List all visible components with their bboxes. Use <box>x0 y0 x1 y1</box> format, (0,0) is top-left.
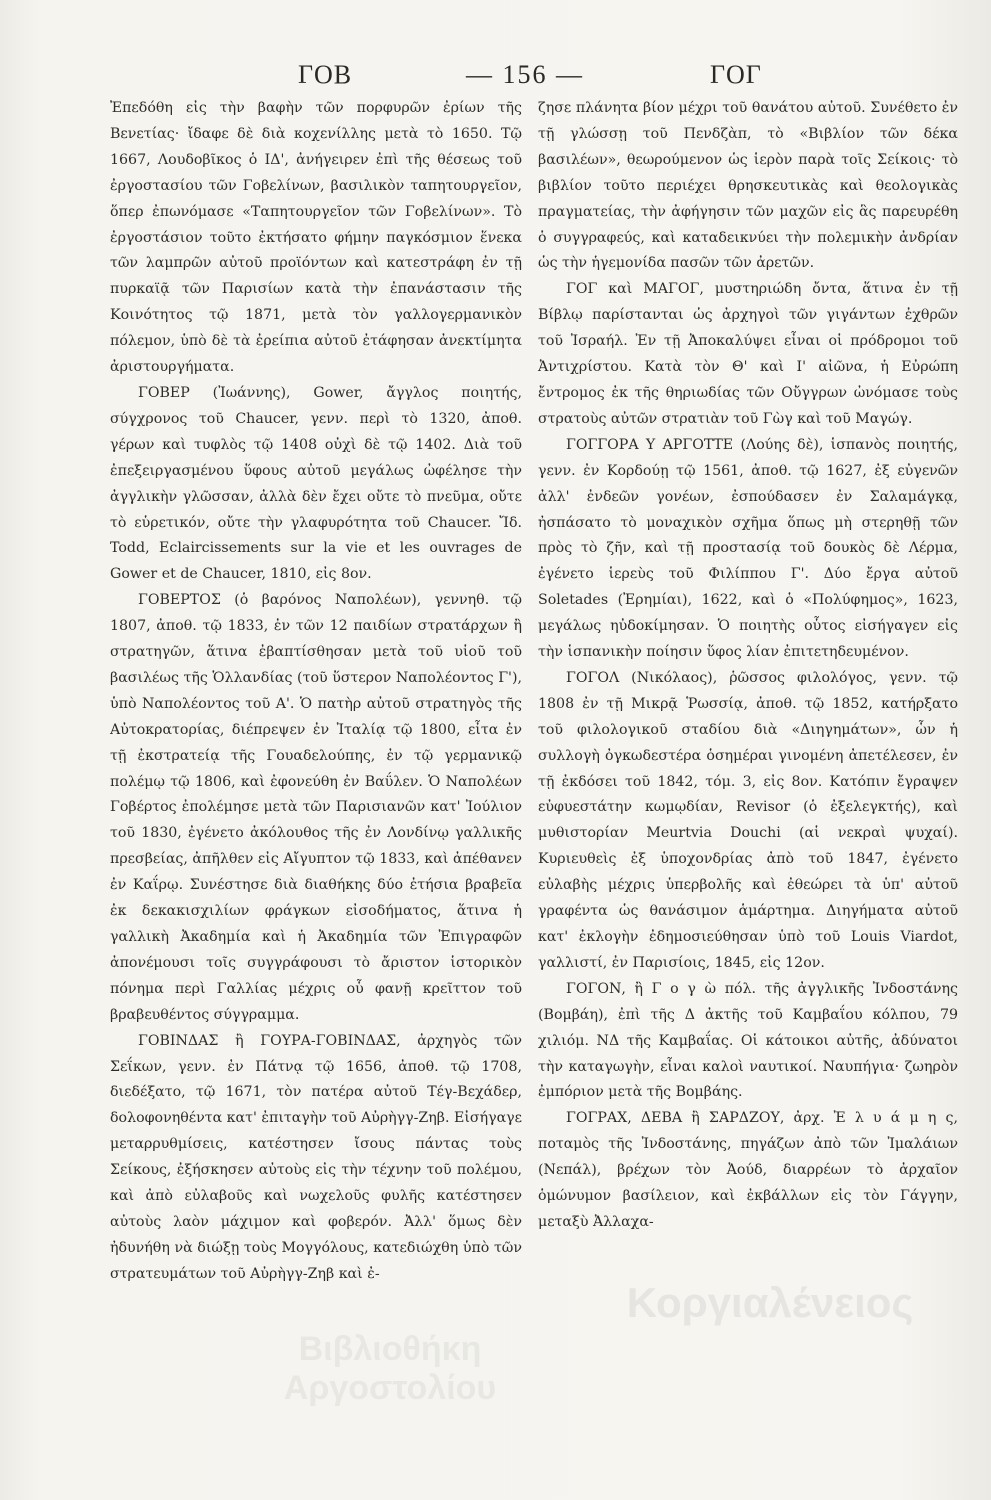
running-head-right: ΓΟΓ <box>710 60 762 89</box>
entry-gongora: ΓΟΓΓΟΡΑ Υ ΑΡΓΟΤΤΕ (Λούης δὲ), ἱσπανὸς ποιητής, γενν. ἐν Κορδούῃ τῷ 1561, ἀποθ. τῷ 1627, ἐξ εὐγενῶν ἀλλ' ἐνδεῶν γονέων, ἐσπούδασεν ἐν Σαλαμάγκᾳ, ἠσπάσατο τὸ μοναχικὸν σχῆμα ὅπως μὴ στερηθῇ τῶν πρὸς τὸ ζῆν, καὶ τῇ προστασίᾳ τοῦ δουκὸς δὲ Λέρμα, ἐγένετο ἱερεὺς τοῦ Φιλίππου Γ'. Δύο ἔργα αὐτοῦ Soletades (Ἐρημίαι), 1622, καὶ ὁ «Πολύφημος», 1623, μεγάλως ηὐδοκίμησαν. Ὁ ποιητὴς οὗτος εἰσήγαγεν εἰς τὴν ἱσπανικὴν ποίησιν ὕφος λίαν ἐπιτετηδευμένον. <box>538 436 958 661</box>
watermark-line-2: Βιβλιοθήκη Αργοστολίου <box>283 1330 497 1407</box>
entry-gobelins-continued: Ἐπεδόθη εἰς τὴν βαφὴν τῶν πορφυρῶν ἐρίων τῆς Βενετίας· ἴδαφε δὲ διὰ κοχενίλλης μετὰ τὸ 1650. Τῷ 1667, Λουδοβῖκος ὁ ΙΔ', ἀνήγειρεν ἐπὶ τῆς θέσεως τοῦ ἐργοστασίου τῶν Γοβελίνων, βασιλικὸν ταπητουργεῖον, ὅπερ ἐπωνόμασε «Ταπητουργεῖον τῶν Γοβελίνων». Τὸ ἐργοστάσιον τοῦτο ἐκτήσατο φήμην παγκόσμιον ἕνεκα τῶν λαμπρῶν αὐτοῦ προϊόντων καὶ κατεστράφη ἐν τῇ πυρκαϊᾷ τῶν Παρισίων κατὰ τὴν ἐπανάστασιν τῆς Κοινότητος τῷ 1871, μετὰ τὸν γαλλογερμανικὸν πόλεμον, ὑπὸ δὲ τὰ ἐρείπια αὐτοῦ ἐτάφησαν ἀνεκτίμητα ἀριστουργήματα. <box>110 100 522 376</box>
entry-gobertos: ΓΟΒΕΡΤΟΣ (ὁ βαρόνος Ναπολέων), γεννηθ. τῷ 1807, ἀποθ. τῷ 1833, ἐν τῶν 12 παιδίων στρατάρχων ἢ στρατηγῶν, ἅτινα ἐβαπτίσθησαν μετὰ τοῦ υἱοῦ τοῦ βασιλέως τῆς Ὁλλανδίας (τοῦ ὕστερον Ναπολέοντος Γ'), ὑπὸ Ναπολέοντος τοῦ Α'. Ὁ πατὴρ αὐτοῦ στρατηγὸς τῆς Αὐτοκρατορίας, διέπρεψεν ἐν Ἰταλίᾳ τῷ 1800, εἶτα ἐν τῇ ἐκστρατείᾳ τῆς Γουαδελούπης, ἐν τῷ γερμανικῷ πολέμῳ τῷ 1806, καὶ ἐφονεύθη ἐν Βαΰλεν. Ὁ Ναπολέων Γοβέρτος ἐπολέμησε μετὰ τῶν Παρισιανῶν κατ' Ἰούλιον τοῦ 1830, ἐγένετο ἀκόλουθος τῆς ἐν Λονδίνῳ γαλλικῆς πρεσβείας, ἀπῆλθεν εἰς Αἴγυπτον τῷ 1833, καὶ ἀπέθανεν ἐν Καΐρῳ. Συνέστησε διὰ διαθήκης δύο ἐτήσια βραβεῖα ἐκ δεκακισχιλίων φράγκων εἰσοδήματος, ἅτινα ἡ γαλλικὴ Ἀκαδημία καὶ ἡ Ἀκαδημία τῶν Ἐπιγραφῶν ἀπονέμουσι τοῖς συγγράφουσι τὸ ἄριστον ἱστορικὸν πόνημα περὶ Γαλλίας μέχρις οὗ φανῇ κρεῖττον τοῦ βραβευθέντος σύγγραμμα. <box>110 592 522 1023</box>
watermark-line-1: Κοργιαλένειος <box>626 1279 914 1326</box>
page-number: — 156 — <box>466 60 584 89</box>
running-head-left: ΓΟΒ <box>298 60 353 89</box>
entry-govindas-continued: ζησε πλάνητα βίον μέχρι τοῦ θανάτου αὐτοῦ. Συνέθετο ἐν τῇ γλώσσῃ τοῦ Πενδζὰπ, τὸ «Βιβλίον τῶν δέκα βασιλέων», θεωρούμενον ὡς ἱερὸν παρὰ τοῖς Σείκοις· τὸ βιβλίον τοῦτο περιέχει θρησκευτικὰς καὶ θεολογικὰς πραγματείας, τὴν ἀφήγησιν τῶν μαχῶν εἰς ἃς παρευρέθη ὁ συγγραφεύς, καὶ καταδεικνύει τὴν πολεμικὴν ἀνδρίαν ὡς τὴν ἡγεμονίδα πασῶν τῶν ἀρετῶν. <box>538 100 958 272</box>
entry-gogon: ΓΟΓΟΝ, ἢ Γ ο γ ὼ πόλ. τῆς ἀγγλικῆς Ἰνδοστάνης (Βομβάη), ἐπὶ τῆς Δ ἀκτῆς τοῦ Καμβαΐου κόλπου, 79 χιλιόμ. ΝΔ τῆς Καμβαΐας. Οἱ κάτοικοι αὐτῆς, ἀδύνατοι τὴν καταγωγὴν, εἶναι καλοὶ ναυτικοί. Ναυπήγια· ζωηρὸν ἐμπόριον μετὰ τῆς Βομβάης. <box>538 980 958 1101</box>
entry-gog-magog: ΓΟΓ καὶ ΜΑΓΟΓ, μυστηριώδη ὄντα, ἅτινα ἐν τῇ Βίβλῳ παρίστανται ὡς ἀρχηγοὶ τῶν γιγάντων ἐχθρῶν τοῦ Ἰσραήλ. Ἐν τῇ Ἀποκαλύψει εἶναι οἱ πρόδρομοι τοῦ Ἀντιχρίστου. Κατὰ τὸν Θ' καὶ Ι' αἰῶνα, ἡ Εὐρώπη ἔντρομος ἐκ τῆς θηριωδίας τῶν Οὔγγρων ὠνόμασε τοὺς στρατοὺς αὐτῶν στρατιὰν τοῦ Γὼγ καὶ τοῦ Μαγώγ. <box>538 281 958 427</box>
entry-govindas: ΓΟΒΙΝΔΑΣ ἢ ΓΟΥΡΑ-ΓΟΒΙΝΔΑΣ, ἀρχηγὸς τῶν Σεΐκων, γενν. ἐν Πάτνᾳ τῷ 1656, ἀποθ. τῷ 1708, διεδέξατο, τῷ 1671, τὸν πατέρα αὐτοῦ Τέγ-Βεχάδερ, δολοφονηθέντα κατ' ἐπιταγὴν τοῦ Αὐρὴγγ-Ζηβ. Εἰσήγαγε μεταρρυθμίσεις, κατέστησεν ἴσους πάντας τοὺς Σείκους, ἐξήσκησεν αὐτοὺς εἰς τὴν τέχνην τοῦ πολέμου, καὶ ἀπὸ εὐλαβοῦς καὶ νωχελοῦς φυλῆς κατέστησεν αὐτοὺς λαὸν μάχιμον καὶ φοβερόν. Ἀλλ' ὅμως δὲν ἠδυνήθη νὰ διώξῃ τοὺς Μογγόλους, κατεδιώχθη ὑπὸ τῶν στρατευμάτων τοῦ Αὐρὴγγ-Ζηβ καὶ ἐ- <box>110 1032 522 1282</box>
entry-gogol: ΓΟΓΟΛ (Νικόλαος), ῥῶσσος φιλολόγος, γενν. τῷ 1808 ἐν τῇ Μικρᾷ Ῥωσσίᾳ, ἀποθ. τῷ 1852, κατήρξατο τοῦ φιλολογικοῦ σταδίου διὰ «Διηγημάτων», ὧν ἡ συλλογὴ ὀγκωδεστέρα ὁσημέραι γινομένη ἀπετέλεσεν, ἐν τῇ ἐκδόσει τοῦ 1842, τόμ. 3, εἰς 8ον. Κατόπιν ἔγραψεν εὐφυεστάτην κωμῳδίαν, Revisor (ὁ ἐξελεγκτής), καὶ μυθιστορίαν Meurtvia Douchi (αἱ νεκραὶ ψυχαί). Κυριευθεὶς ἐξ ὑποχονδρίας ἀπὸ τοῦ 1847, ἐγένετο εὐλαβὴς μέχρις ὑπερβολῆς καὶ ἐθεώρει τὰ ὑπ' αὐτοῦ γραφέντα ὡς θανάσιμον ἁμάρτημα. Διηγήματα αὐτοῦ κατ' ἐκλογὴν ἐδημοσιεύθησαν ὑπὸ τοῦ Louis Viardot, γαλλιστί, ἐν Παρισίοις, 1845, εἰς 12ον. <box>538 669 958 971</box>
right-column <box>538 96 958 1236</box>
library-watermark <box>560 1280 980 1326</box>
library-watermark-secondary <box>220 1330 560 1408</box>
left-column <box>110 96 522 1288</box>
entry-gower: ΓΟΒΕΡ (Ἰωάννης), Gower, ἄγγλος ποιητής, σύγχρονος τοῦ Chaucer, γενν. περὶ τὸ 1320, ἀποθ. γέρων καὶ τυφλὸς τῷ 1408 οὐχὶ δὲ τῷ 1402. Διὰ τοῦ ἐπεξειργασμένου ὕφους αὐτοῦ μεγάλως ὠφέλησε τὴν ἀγγλικὴν γλῶσσαν, ἀλλὰ δὲν ἔχει οὔτε τὸ πνεῦμα, οὔτε τὸ εὑρετικόν, οὔτε τὴν γλαφυρότητα τοῦ Chaucer. Ἴδ. Todd, Eclaircissements sur la vie et les ouvrages de Gower et de Chaucer, 1810, εἰς 8ον. <box>110 384 522 583</box>
entry-gograch: ΓΟΓΡΑΧ, ΔΕΒΑ ἢ ΣΑΡΔΖΟΥ, ἀρχ. Ἐ λ υ ά μ η ς, ποταμὸς τῆς Ἰνδοστάνης, πηγάζων ἀπὸ τῶν Ἰμαλάιων (Νεπάλ), βρέχων τὸν Ἀούδ, διαρρέων τὸ ἀρχαῖον ὁμώνυμον βασίλειον, καὶ ἐκβάλλων εἰς τὸν Γάγγην, μεταξὺ Ἀλλαχα- <box>538 1110 958 1230</box>
page-header <box>120 60 880 100</box>
